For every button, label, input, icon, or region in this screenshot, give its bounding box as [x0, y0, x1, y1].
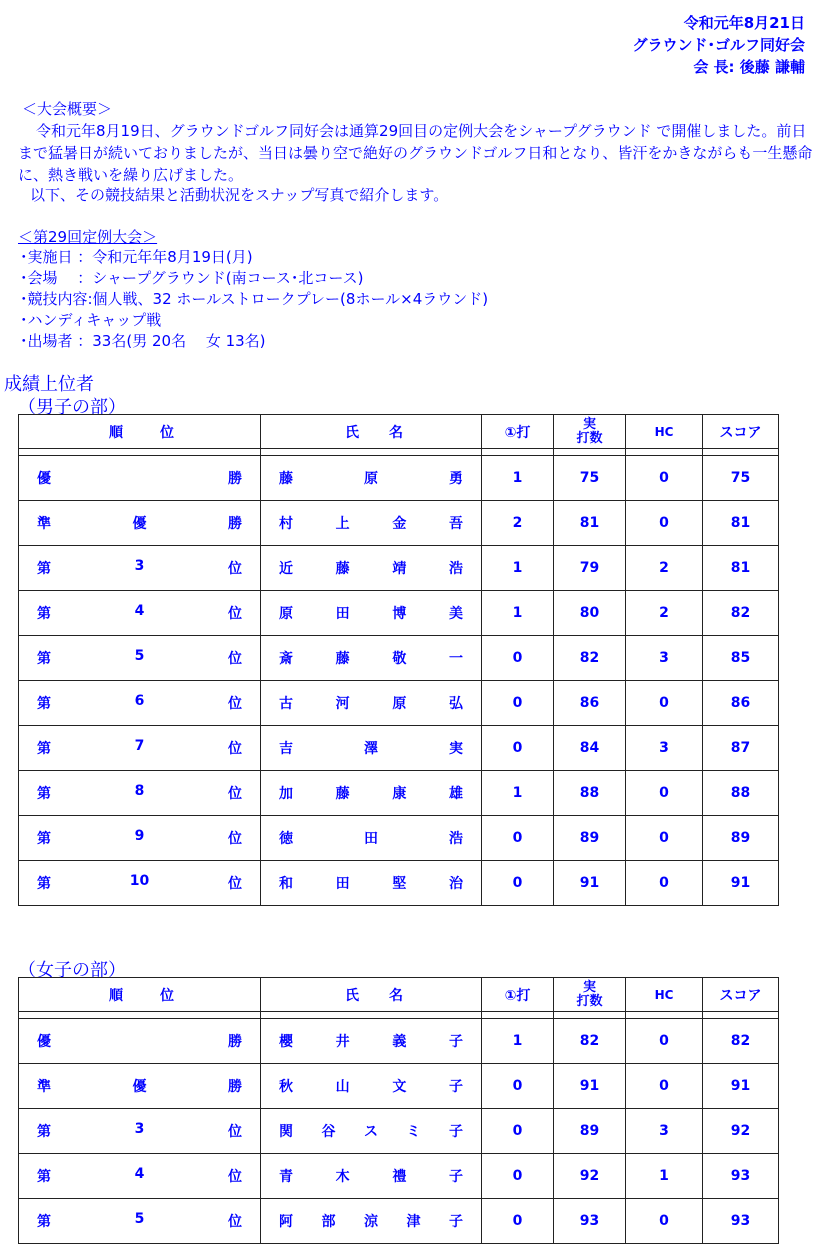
- hole-in-one-cell: 0: [482, 681, 554, 726]
- header-rank: 順 位: [19, 978, 261, 1012]
- hc-cell: 1: [626, 1154, 703, 1199]
- header-strokes: 実 打数: [554, 415, 626, 449]
- strokes-cell: 82: [554, 636, 626, 681]
- score-cell: 93: [703, 1154, 779, 1199]
- meet-item: ･会場 ：シャープグラウンド(南コース･北コース): [20, 269, 364, 287]
- strokes-cell: 88: [554, 771, 626, 816]
- score-cell: 92: [703, 1109, 779, 1154]
- name-cell: 阿 部 涼 津 子: [261, 1199, 482, 1244]
- overview-heading: ＜大会概要＞: [22, 100, 113, 118]
- hole-in-one-cell: 1: [482, 1019, 554, 1064]
- strokes-cell: 86: [554, 681, 626, 726]
- score-cell: 87: [703, 726, 779, 771]
- men-results-table: [18, 414, 779, 906]
- header-name: 氏 名: [261, 978, 482, 1012]
- hc-cell: 0: [626, 1064, 703, 1109]
- rank-cell: 優 勝: [19, 1019, 261, 1064]
- meet-item: ･出場者 ：33名(男 20名 女 13名): [20, 332, 266, 350]
- table-row: [19, 681, 779, 726]
- table-row: [19, 546, 779, 591]
- strokes-cell: 75: [554, 456, 626, 501]
- hole-in-one-cell: 0: [482, 816, 554, 861]
- rank-cell: 第 5 位: [19, 636, 261, 681]
- rank-cell: 第 8 位: [19, 771, 261, 816]
- strokes-cell: 89: [554, 816, 626, 861]
- table-row: [19, 456, 779, 501]
- rank-cell: 準 優 勝: [19, 1064, 261, 1109]
- strokes-cell: 81: [554, 501, 626, 546]
- score-cell: 75: [703, 456, 779, 501]
- rank-cell: 第 3 位: [19, 546, 261, 591]
- hc-cell: 0: [626, 1019, 703, 1064]
- hc-cell: 0: [626, 1199, 703, 1244]
- table-row: [19, 771, 779, 816]
- table-row: [19, 636, 779, 681]
- table-row: [19, 501, 779, 546]
- name-cell: 近 藤 靖 浩: [261, 546, 482, 591]
- header-hc: HC: [626, 978, 703, 1012]
- rank-cell: 第 5 位: [19, 1199, 261, 1244]
- hole-in-one-cell: 0: [482, 1064, 554, 1109]
- header-hc: HC: [626, 415, 703, 449]
- document-date: 令和元年8月21日: [683, 14, 805, 32]
- table-row: [19, 591, 779, 636]
- table-row: [19, 861, 779, 906]
- hc-cell: 2: [626, 591, 703, 636]
- hole-in-one-cell: 1: [482, 591, 554, 636]
- score-cell: 93: [703, 1199, 779, 1244]
- overview-line: まで猛暑日が続いておりましたが、当日は曇り空で絶好のグラウンドゴルフ日和となり、皆汗をかきながらも一生懸命: [18, 144, 813, 162]
- strokes-cell: 80: [554, 591, 626, 636]
- rank-cell: 第 4 位: [19, 591, 261, 636]
- hole-in-one-cell: 0: [482, 726, 554, 771]
- strokes-cell: 93: [554, 1199, 626, 1244]
- strokes-cell: 89: [554, 1109, 626, 1154]
- hole-in-one-cell: 0: [482, 1199, 554, 1244]
- women-results-table: [18, 977, 779, 1244]
- name-cell: 原 田 博 美: [261, 591, 482, 636]
- hc-cell: 0: [626, 681, 703, 726]
- strokes-cell: 91: [554, 1064, 626, 1109]
- chairperson: 会 長: 後藤 謙輔: [693, 58, 805, 76]
- hole-in-one-cell: 2: [482, 501, 554, 546]
- document-header: [632, 12, 805, 78]
- hole-in-one-cell: 0: [482, 1154, 554, 1199]
- rank-cell: 準 優 勝: [19, 501, 261, 546]
- men-heading: （男子の部）: [18, 397, 126, 418]
- header-score: スコア: [703, 978, 779, 1012]
- score-cell: 81: [703, 546, 779, 591]
- strokes-cell: 91: [554, 861, 626, 906]
- meet-heading: ＜第29回定例大会＞: [18, 228, 158, 246]
- hole-in-one-cell: 0: [482, 1109, 554, 1154]
- score-cell: 86: [703, 681, 779, 726]
- name-cell: 古 河 原 弘: [261, 681, 482, 726]
- meet-item: ･ハンディキャップ戦: [20, 311, 162, 329]
- name-cell: 関 谷 ス ミ 子: [261, 1109, 482, 1154]
- header-hole-in-one: ①打: [482, 978, 554, 1012]
- name-cell: 秋 山 文 子: [261, 1064, 482, 1109]
- rank-cell: 第 9 位: [19, 816, 261, 861]
- table-row: [19, 1199, 779, 1244]
- score-cell: 85: [703, 636, 779, 681]
- header-rank: 順 位: [19, 415, 261, 449]
- hole-in-one-cell: 1: [482, 771, 554, 816]
- name-cell: 櫻 井 義 子: [261, 1019, 482, 1064]
- hole-in-one-cell: 0: [482, 636, 554, 681]
- name-cell: 藤 原 勇: [261, 456, 482, 501]
- name-cell: 村 上 金 吾: [261, 501, 482, 546]
- meet-item: ･競技内容:個人戦、32 ホールストロークプレー(8ホール×4ラウンド): [20, 290, 489, 308]
- hc-cell: 0: [626, 771, 703, 816]
- table-row: [19, 726, 779, 771]
- rank-cell: 第 10 位: [19, 861, 261, 906]
- hole-in-one-cell: 0: [482, 861, 554, 906]
- hole-in-one-cell: 1: [482, 456, 554, 501]
- hc-cell: 0: [626, 861, 703, 906]
- strokes-cell: 92: [554, 1154, 626, 1199]
- score-cell: 89: [703, 816, 779, 861]
- hc-cell: 3: [626, 636, 703, 681]
- table-row: [19, 1109, 779, 1154]
- header-score: スコア: [703, 415, 779, 449]
- name-cell: 和 田 堅 治: [261, 861, 482, 906]
- rank-cell: 第 7 位: [19, 726, 261, 771]
- rank-cell: 第 4 位: [19, 1154, 261, 1199]
- hc-cell: 3: [626, 726, 703, 771]
- hc-cell: 3: [626, 1109, 703, 1154]
- organization-name: グラウンド･ゴルフ同好会: [632, 36, 805, 54]
- score-cell: 88: [703, 771, 779, 816]
- results-title: 成績上位者: [4, 374, 94, 395]
- hole-in-one-cell: 1: [482, 546, 554, 591]
- table-row: [19, 1154, 779, 1199]
- overview-line: に、熱き戦いを繰り広げました。: [18, 166, 244, 184]
- hc-cell: 0: [626, 456, 703, 501]
- hc-cell: 0: [626, 816, 703, 861]
- overview-line: 以下、その競技結果と活動状況をスナップ写真で紹介します。: [30, 186, 449, 204]
- overview-line: 令和元年8月19日、グラウンドゴルフ同好会は通算29回目の定例大会をシャープグラウンド で開催しました。前日: [36, 122, 807, 140]
- name-cell: 徳 田 浩: [261, 816, 482, 861]
- table-row: [19, 1064, 779, 1109]
- women-heading: （女子の部）: [18, 960, 126, 981]
- score-cell: 91: [703, 1064, 779, 1109]
- score-cell: 82: [703, 591, 779, 636]
- hc-cell: 0: [626, 501, 703, 546]
- rank-cell: 優 勝: [19, 456, 261, 501]
- name-cell: 青 木 禮 子: [261, 1154, 482, 1199]
- header-name: 氏 名: [261, 415, 482, 449]
- rank-cell: 第 6 位: [19, 681, 261, 726]
- rank-cell: 第 3 位: [19, 1109, 261, 1154]
- table-header-row: [19, 415, 779, 449]
- table-header-row: [19, 978, 779, 1012]
- strokes-cell: 82: [554, 1019, 626, 1064]
- name-cell: 加 藤 康 雄: [261, 771, 482, 816]
- hc-cell: 2: [626, 546, 703, 591]
- meet-item: ･実施日 ：令和元年年8月19日(月): [20, 248, 253, 266]
- score-cell: 82: [703, 1019, 779, 1064]
- score-cell: 81: [703, 501, 779, 546]
- table-row: [19, 816, 779, 861]
- name-cell: 斎 藤 敬 一: [261, 636, 482, 681]
- header-strokes: 実 打数: [554, 978, 626, 1012]
- strokes-cell: 84: [554, 726, 626, 771]
- strokes-cell: 79: [554, 546, 626, 591]
- header-hole-in-one: ①打: [482, 415, 554, 449]
- table-row: [19, 1019, 779, 1064]
- name-cell: 吉 澤 実: [261, 726, 482, 771]
- score-cell: 91: [703, 861, 779, 906]
